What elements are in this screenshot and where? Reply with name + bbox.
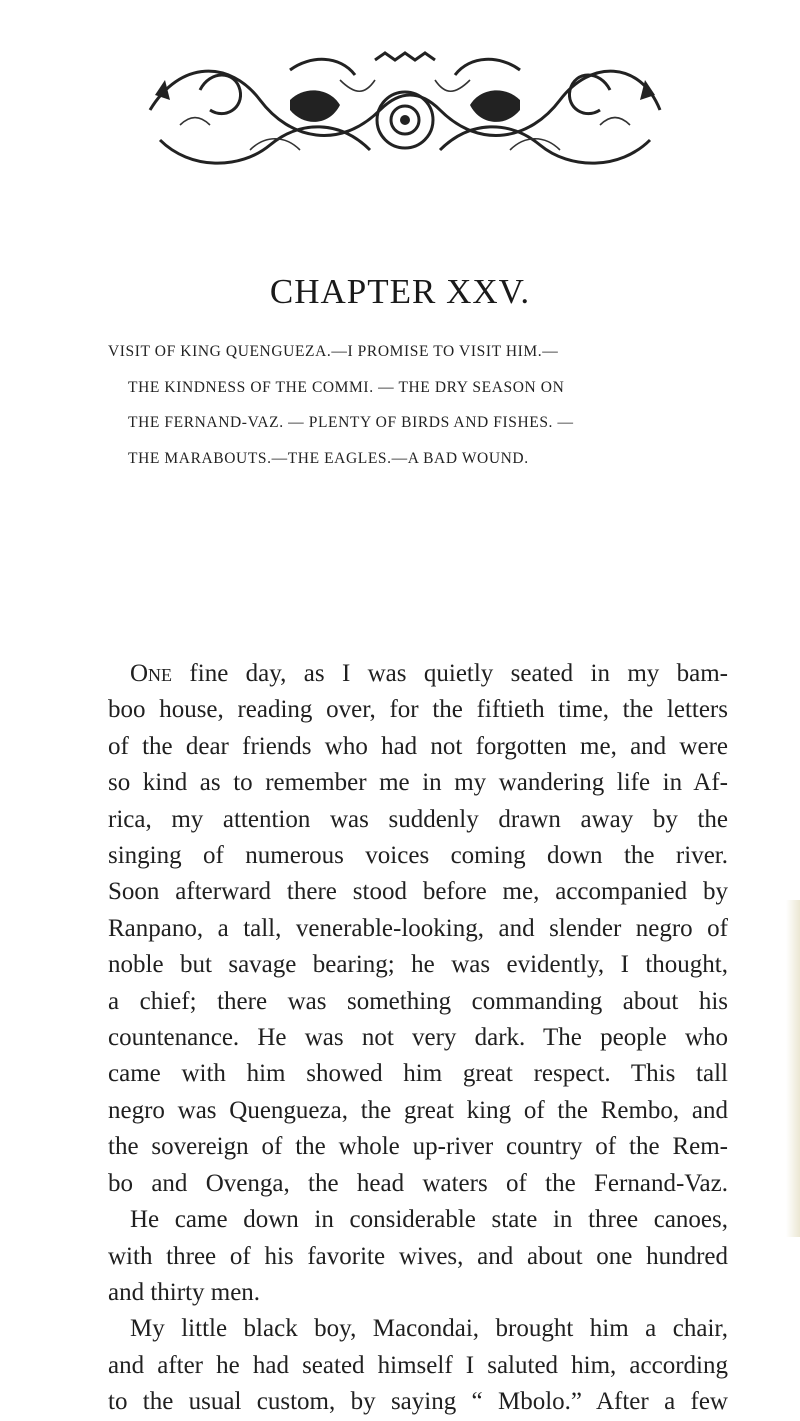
opening-word: One — [130, 660, 173, 687]
body-line: noble but savage bearing; he was evidently, I thought, — [108, 951, 728, 979]
body-line: singing of numerous voices coming down the river. — [108, 842, 728, 870]
body-line: Soon afterward there stood before me, accompanied by — [108, 878, 728, 906]
summary-line: VISIT OF KING QUENGUEZA.—I PROMISE TO VISIT HIM.— — [108, 343, 559, 360]
body-line: of the dear friends who had not forgotten me, and were — [108, 732, 728, 760]
body-line: rica, my attention was suddenly drawn away by the — [108, 805, 728, 833]
body-line: the sovereign of the whole up-river country of the Rem- — [108, 1133, 728, 1161]
body-line: with three of his favorite wives, and about one hundred — [108, 1242, 728, 1270]
body-line: a chief; there was something commanding about his — [108, 987, 728, 1015]
body-line: to the usual custom, by saying “ Mbolo.” After a few — [108, 1388, 728, 1416]
summary-line: THE FERNAND-VAZ. — PLENTY OF BIRDS AND FISHES. — — [128, 414, 574, 431]
chapter-title: CHAPTER XXV. — [269, 272, 531, 311]
body-line: so kind as to remember me in my wandering life in Af- — [108, 769, 728, 797]
body-line: negro was Quengueza, the great king of the Rembo, and — [108, 1096, 728, 1124]
body-line: and thirty men. — [108, 1278, 261, 1306]
body-line: Ranpano, a tall, venerable-looking, and slender negro of — [108, 914, 728, 942]
body-line: He came down in considerable state in three canoes, — [130, 1206, 728, 1234]
body-line: and after he had seated himself I saluted him, according — [108, 1351, 728, 1379]
body-line: countenance. He was not very dark. The people who — [108, 1024, 728, 1052]
chapter-summary — [108, 334, 708, 476]
body-line-text: fine day, as I was quietly seated in my bam- — [172, 660, 728, 687]
summary-line: THE KINDNESS OF THE COMMI. — THE DRY SEASON ON — [128, 378, 565, 396]
summary-line: THE MARABOUTS.—THE EAGLES.—A BAD WOUND. — [128, 449, 529, 467]
body-line: boo house, reading over, for the fiftieth time, the letters — [108, 696, 728, 724]
decorative-headpiece-icon — [140, 50, 670, 175]
body-line: bo and Ovenga, the head waters of the Fernand-Vaz. — [108, 1169, 728, 1197]
body-line: My little black boy, Macondai, brought him a chair, — [130, 1315, 728, 1343]
body-text — [108, 656, 728, 1421]
body-line — [108, 656, 728, 692]
body-line: came with him showed him great respect. This tall — [108, 1060, 728, 1088]
page-edge-shadow — [786, 900, 800, 1237]
